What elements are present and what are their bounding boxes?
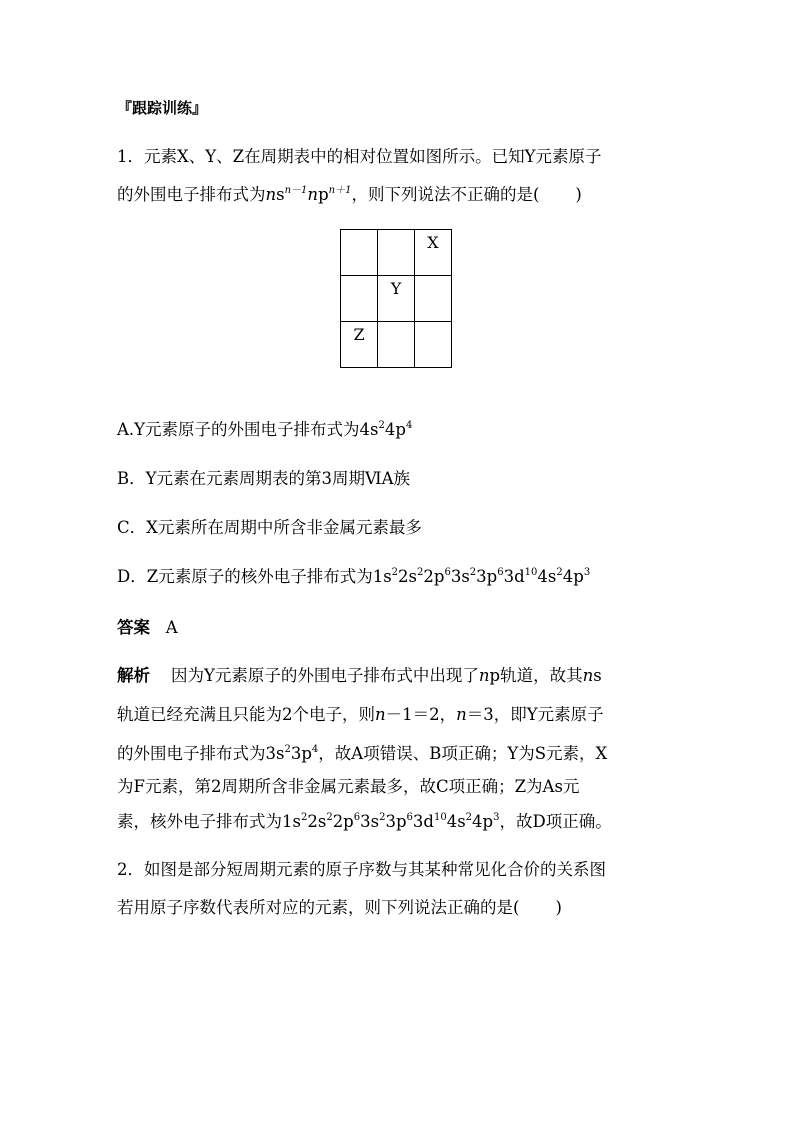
analysis-text: s — [593, 666, 602, 685]
config-exponent: 2 — [469, 567, 477, 578]
q2-stem-line1 — [117, 858, 606, 882]
config-exponent: 3 — [493, 812, 500, 823]
config-term: 2p — [332, 812, 354, 831]
answer-line — [117, 616, 178, 640]
var-n: n — [478, 666, 490, 685]
config-term: 4p — [472, 812, 494, 831]
config-exponent: 2 — [379, 812, 386, 823]
analysis-text: p轨道，故其 — [489, 666, 583, 685]
orbital-s: s — [276, 185, 285, 204]
var-n: n — [582, 666, 594, 685]
grid-cell — [378, 322, 415, 368]
electron-config-d — [373, 567, 590, 586]
analysis-line5 — [117, 810, 612, 834]
option-d-text: D．Z元素原子的核外电子排布式为 — [117, 567, 373, 586]
option-a-text-b: 4p — [384, 420, 406, 439]
config-exponent: 6 — [406, 812, 413, 823]
q1-stem-line1 — [117, 145, 602, 169]
var-n: n — [375, 705, 386, 724]
option-a-sup1: 2 — [378, 420, 385, 431]
config-exponent: 2 — [465, 812, 473, 823]
q1-stem-text: 元素X、Y、Z在周期表中的相对位置如图所示。已知Y元素原子 — [144, 147, 602, 166]
analysis-sup: 2 — [284, 744, 291, 755]
exponent-1 — [285, 185, 308, 196]
analysis-line2 — [117, 703, 604, 727]
config-term: 2s — [398, 567, 418, 586]
config-exponent: 6 — [444, 567, 451, 578]
analysis-label: 解析 — [117, 666, 150, 685]
answer-value: A — [165, 618, 178, 637]
option-a-text: A.Y元素原子的外围电子排布式为4s — [117, 420, 379, 439]
analysis-text: ，故D项正确。 — [499, 812, 612, 831]
config-exponent: 3 — [583, 567, 591, 578]
grid-cell — [415, 276, 452, 322]
var-n: n — [456, 705, 467, 724]
analysis-text: 轨道已经充满且只能为2个电子，则 — [117, 705, 375, 724]
config-exponent: 6 — [353, 812, 361, 823]
option-a-sup2: 4 — [405, 420, 413, 431]
config-term: 3d — [412, 812, 434, 831]
analysis-text: ＝3，即Y元素原子 — [466, 705, 604, 724]
q2-number: 2． — [117, 860, 144, 879]
q2-stem-text: 如图是部分短周期元素的原子序数与其某种常见化合价的关系图 — [144, 860, 606, 879]
config-term: 3s — [360, 812, 380, 831]
config-exponent: 2 — [300, 812, 308, 823]
grid-cell-x: X — [415, 230, 452, 276]
analysis-text: 因为Y元素原子的外围电子排布式中出现了 — [170, 666, 479, 685]
q2-paren-close: ) — [555, 898, 562, 917]
config-term: 3s — [450, 567, 470, 586]
var-n: n — [307, 185, 319, 204]
config-exponent: 10 — [524, 567, 538, 578]
config-term: 2s — [307, 812, 327, 831]
grid-cell-y: Y — [378, 276, 415, 322]
periodic-position-grid — [340, 229, 452, 368]
q1-paren-close: ) — [575, 185, 582, 204]
config-exponent: 10 — [433, 812, 447, 823]
config-term: 3p — [385, 812, 407, 831]
config-exponent: 2 — [326, 812, 333, 823]
config-term: 4s — [446, 812, 466, 831]
config-exponent: 6 — [497, 567, 504, 578]
grid-cell-z: Z — [341, 322, 378, 368]
config-exponent: 2 — [556, 567, 563, 578]
option-d — [117, 565, 590, 589]
analysis-line4: 为F元素，第2周期所含非金属元素最多，故C项正确；Z为As元 — [117, 777, 580, 796]
option-b: B．Y元素在元素周期表的第3周期ⅥA族 — [117, 469, 411, 488]
config-term: 1s — [372, 567, 392, 586]
q2-stem-text-2: 若用原子序数代表所对应的元素，则下列说法正确的是( — [117, 898, 520, 917]
grid-cell — [341, 230, 378, 276]
config-term: 4p — [562, 567, 584, 586]
exp-n-minus-1: n－1 — [284, 185, 308, 196]
analysis-line3 — [117, 742, 607, 766]
grid-cell — [415, 322, 452, 368]
analysis-line1 — [117, 664, 602, 688]
q1-stem-text-2b: ，则下列说法不正确的是( — [351, 185, 540, 204]
grid-cell — [378, 230, 415, 276]
var-n: n — [265, 185, 277, 204]
electron-config-analysis — [282, 812, 499, 831]
q1-stem-text-2a: 的外围电子排布式为 — [117, 185, 266, 204]
config-term: 3p — [476, 567, 498, 586]
analysis-sup: 4 — [311, 744, 319, 755]
exp-n-plus-1: n＋1 — [328, 185, 352, 196]
analysis-text: 素，核外电子排布式为 — [117, 812, 282, 831]
exponent-2 — [329, 185, 352, 196]
orbital-p: p — [318, 185, 329, 204]
section-title: 『跟踪训练』 — [117, 99, 208, 117]
analysis-text: －1＝2， — [385, 705, 457, 724]
config-exponent: 2 — [391, 567, 399, 578]
q1-stem-line2 — [117, 183, 582, 207]
config-term: 2p — [423, 567, 445, 586]
config-term: 3d — [503, 567, 525, 586]
q2-stem-line2 — [117, 896, 562, 920]
config-term: 4s — [537, 567, 557, 586]
q1-number: 1． — [117, 147, 144, 166]
option-c: C．X元素所在周期中所含非金属元素最多 — [117, 518, 422, 537]
grid-cell — [341, 276, 378, 322]
analysis-text: ，故A项错误、B项正确；Y为S元素，X — [318, 744, 608, 763]
answer-label: 答案 — [117, 618, 150, 637]
option-a — [117, 418, 412, 442]
config-exponent: 2 — [417, 567, 424, 578]
analysis-text: 的外围电子排布式为3s — [117, 744, 285, 763]
config-term: 1s — [282, 812, 301, 831]
analysis-text: 3p — [290, 744, 312, 763]
